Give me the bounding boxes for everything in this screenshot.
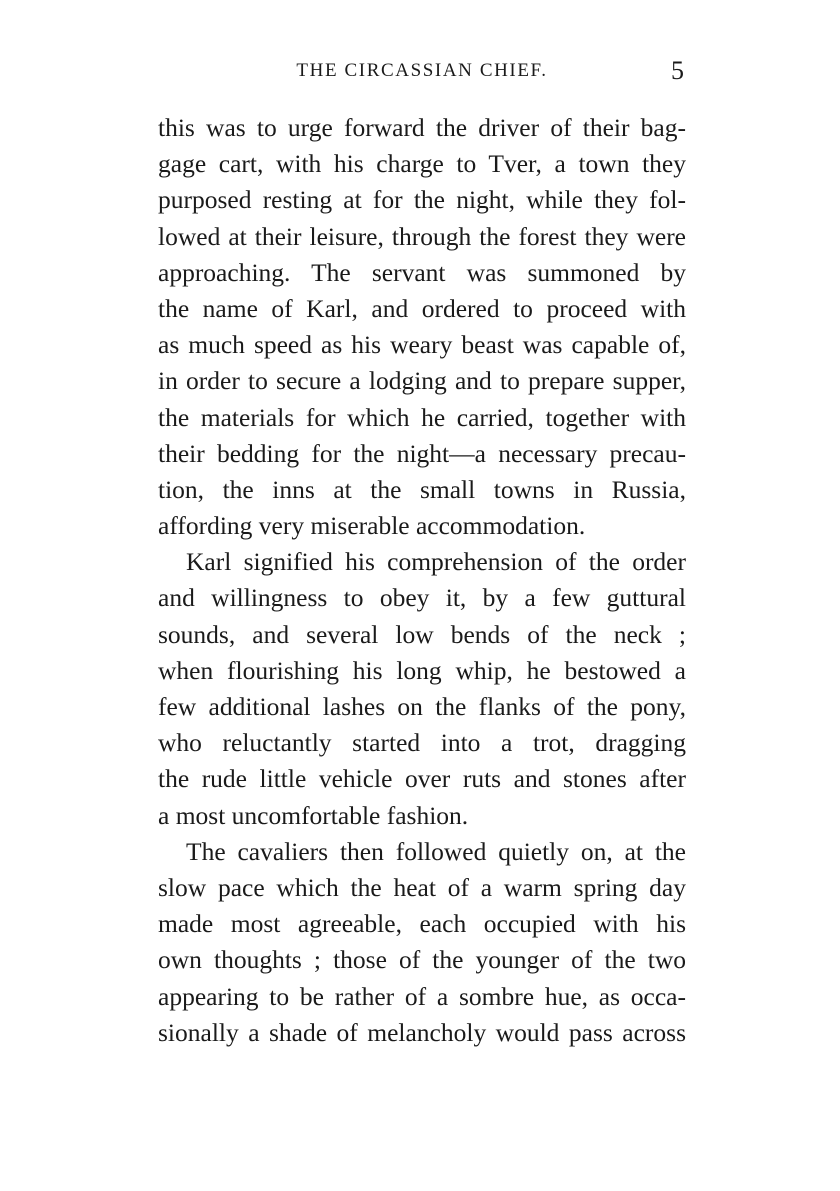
text-line: few additional lashes on the flanks of the pony,	[158, 692, 686, 721]
text-line: made most agreeable, each occupied with his	[158, 909, 686, 939]
body-text	[158, 110, 686, 1051]
text-line: a most uncomfortable fashion.	[158, 800, 469, 830]
paragraph-2	[158, 544, 686, 834]
text-line: own thoughts ; those of the younger of the two	[158, 945, 686, 975]
text-line: in order to secure a lodging and to prepare supper,	[158, 366, 686, 396]
text-line: as much speed as his weary beast was capable of,	[158, 330, 686, 360]
text-line: the name of Karl, and ordered to proceed with	[158, 293, 686, 323]
text-line: approaching. The servant was summoned by	[158, 257, 686, 287]
text-line: and willingness to obey it, by a few guttural	[158, 583, 686, 613]
text-line: this was to urge forward the driver of their bag-	[158, 113, 686, 142]
text-line: appearing to be rather of a sombre hue, as occa-	[158, 981, 686, 1011]
page-number: 5	[671, 56, 684, 85]
running-head	[158, 58, 686, 86]
text-line: affording very miserable accommodation.	[158, 511, 586, 541]
text-line: their bedding for the night—a necessary precau-	[158, 438, 686, 468]
text-line: Karl signified his comprehension of the order	[186, 547, 686, 577]
running-title: THE CIRCASSIAN CHIEF.	[296, 60, 548, 81]
text-line: tion, the inns at the small towns in Russia,	[158, 474, 686, 504]
text-line: purposed resting at for the night, while they fol-	[158, 185, 686, 215]
paragraph-1	[158, 110, 686, 544]
text-line: slow pace which the heat of a warm spring day	[158, 872, 686, 902]
text-line: who reluctantly started into a trot, dragging	[158, 728, 686, 758]
text-line: The cavaliers then followed quietly on, at the	[186, 836, 686, 866]
text-line: the rude little vehicle over ruts and stones after	[158, 764, 686, 794]
text-line: lowed at their leisure, through the forest they were	[158, 221, 686, 251]
text-line: sounds, and several low bends of the neck ;	[158, 619, 686, 649]
paragraph-3	[158, 834, 686, 1051]
text-line: sionally a shade of melancholy would pass across	[158, 1017, 686, 1047]
text-line: the materials for which he carried, together with	[158, 402, 686, 432]
text-line: gage cart, with his charge to Tver, a town they	[158, 149, 686, 179]
text-line: when flourishing his long whip, he bestowed a	[158, 655, 686, 685]
